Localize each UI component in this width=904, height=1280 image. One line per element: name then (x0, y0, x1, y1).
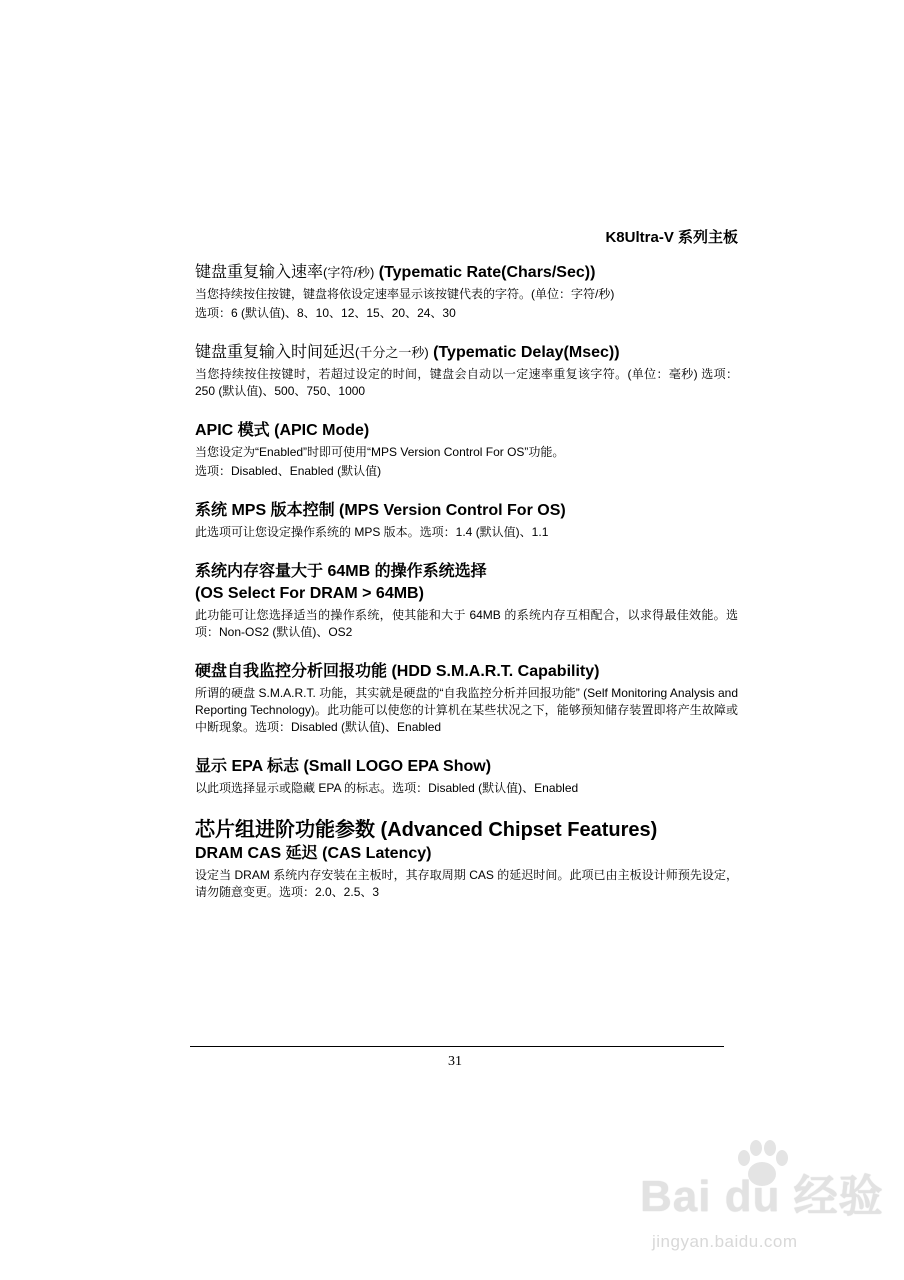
footer-divider (190, 1046, 724, 1047)
watermark-logo: Bai du 经验 (640, 1172, 884, 1221)
section-heading: 显示 EPA 标志 (Small LOGO EPA Show) (195, 758, 492, 775)
watermark (640, 1160, 890, 1270)
section-heading: 系统内存容量大于 64MB 的操作系统选择 (195, 563, 487, 580)
section-mps-version (195, 500, 738, 541)
chapter-title: 芯片组进阶功能参数 (Advanced Chipset Features) (195, 819, 658, 841)
section-text: 当您持续按住按键时，若超过设定的时间，键盘会自动以一定速率重复该字符。(单位：毫秒) 选项：250 (默认值)、500、750、1000 (195, 367, 738, 398)
section-text: 当您设定为“Enabled”时即可使用“MPS Version Control For OS”功能。 (195, 445, 565, 459)
section-chipset (195, 817, 738, 901)
section-text: 所谓的硬盘 S.M.A.R.T. 功能，其实就是硬盘的“自我监控分析并回报功能” (Self Monitoring Analysis and Reporting Technology)。此功能可以使您的计算机在某些状况之下，能够预知储存装置即将产生故障或中断现象。选项：Disabled (默认值)、Enabled (195, 686, 738, 734)
section-hdd-smart (195, 661, 738, 736)
section-heading: DRAM CAS 延迟 (CAS Latency) (195, 845, 432, 862)
page-number: 31 (448, 1054, 462, 1069)
section-heading: 硬盘自我监控分析回报功能 (HDD S.M.A.R.T. Capability) (195, 663, 600, 680)
section-options: 选项：6 (默认值)、8、10、12、15、20、24、30 (195, 306, 456, 320)
section-text: 当您持续按住按键，键盘将依设定速率显示该按键代表的字符。(单位：字符/秒) (195, 287, 615, 301)
section-text: 以此项选择显示或隐藏 EPA 的标志。选项：Disabled (默认值)、Enabled (195, 781, 579, 795)
section-text: 设定当 DRAM 系统内存安装在主板时，其存取周期 CAS 的延迟时间。此项已由主板设计师预先设定，请勿随意变更。选项：2.0、2.5、3 (195, 868, 738, 899)
section-heading: 键盘重复输入时间延迟(千分之一秒) (Typematic Delay(Msec)) (195, 344, 620, 361)
page-header: K8Ultra-V 系列主板 (605, 229, 738, 246)
section-heading: APIC 模式 (APIC Mode) (195, 422, 370, 439)
section-typematic-rate (195, 262, 738, 322)
section-epa-logo (195, 756, 738, 797)
section-heading-en: (OS Select For DRAM > 64MB) (195, 585, 424, 602)
section-apic-mode (195, 420, 738, 480)
section-heading: 键盘重复输入速率(字符/秒) (Typematic Rate(Chars/Sec)) (195, 264, 596, 281)
section-heading: 系统 MPS 版本控制 (MPS Version Control For OS) (195, 502, 566, 519)
section-text: 此功能可让您选择适当的操作系统，使其能和大于 64MB 的系统内存互相配合，以求得最佳效能。选项：Non-OS2 (默认值)、OS2 (195, 608, 738, 639)
watermark-url: jingyan.baidu.com (652, 1232, 798, 1251)
section-text: 此选项可让您设定操作系统的 MPS 版本。选项：1.4 (默认值)、1.1 (195, 525, 549, 539)
document-body (195, 262, 738, 921)
section-typematic-delay (195, 342, 738, 400)
section-os-select (195, 561, 738, 641)
section-options: 选项：Disabled、Enabled (默认值) (195, 464, 382, 478)
